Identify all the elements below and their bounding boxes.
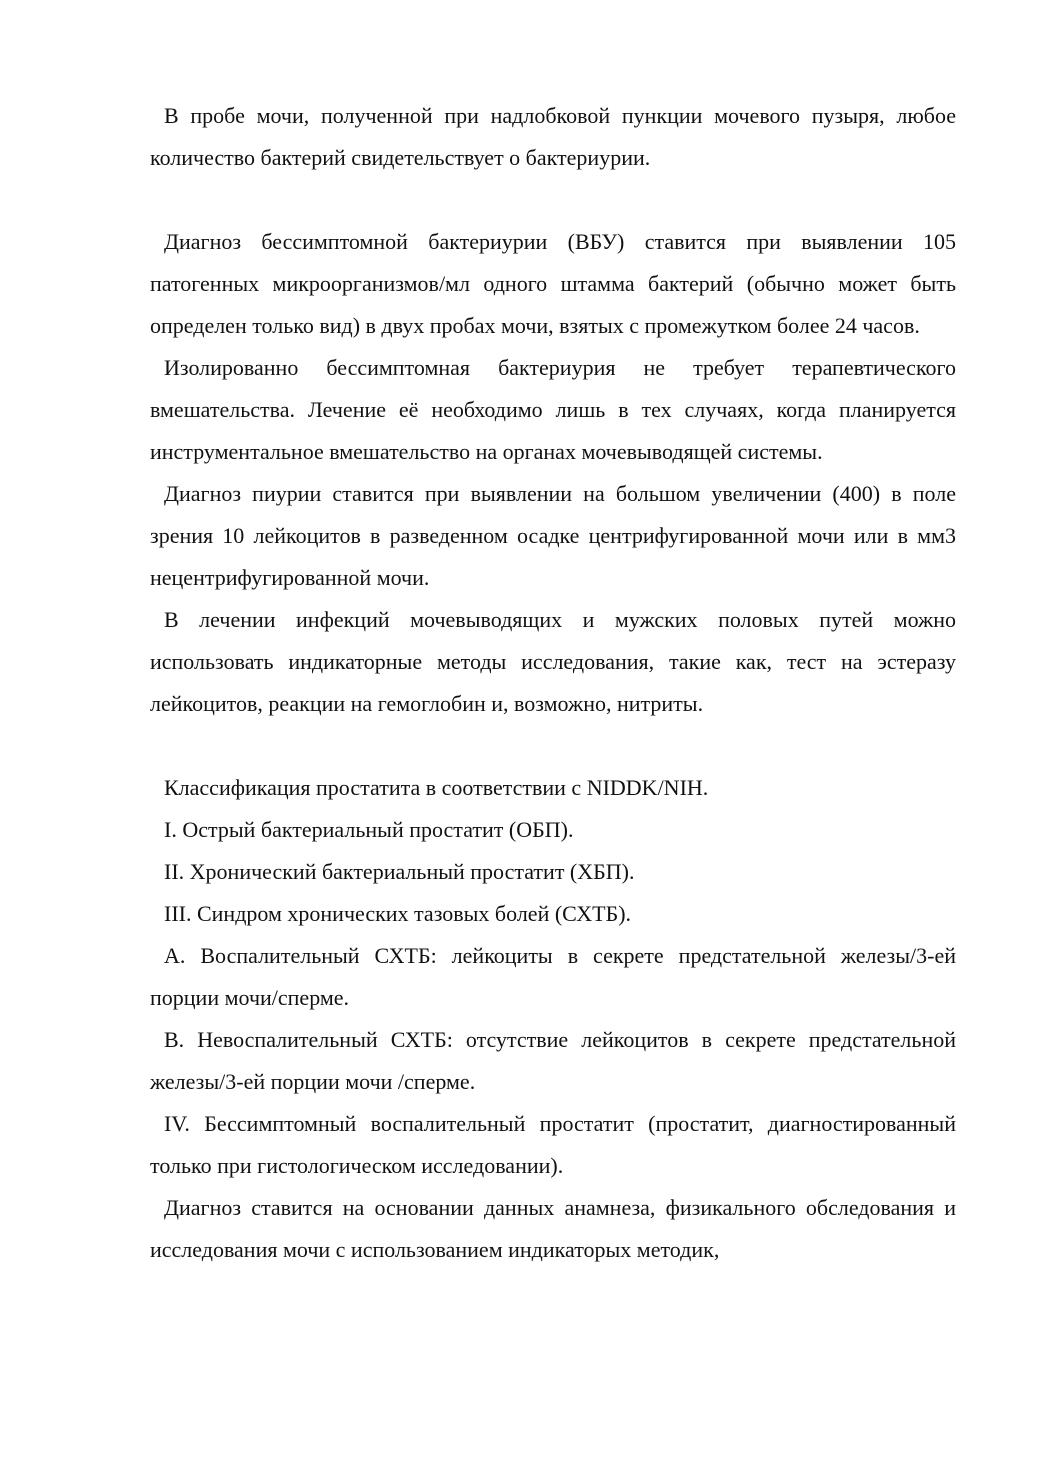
- classification-item-3: III. Синдром хронических тазовых болей (СХТБ).: [164, 901, 632, 926]
- paragraph-suprapubic-puncture: В пробе мочи, полученной при надлобковой пункции мочевого пузыря, любое количество бактерий свидетельствует о бактериурии.: [150, 103, 956, 170]
- paragraph-asymptomatic-bacteriuria-diagnosis: Диагноз бессимптомной бактериурии (ВБУ) ставится при выявлении 105 патогенных микроорганизмов/мл одного штамма бактерий (обычно может быть определен только вид) в двух пробах мочи, взятых с промежутком более 24 часов.: [150, 229, 956, 338]
- classification-item-1: I. Острый бактериальный простатит (ОБП).: [164, 817, 574, 842]
- classification-heading: Классификация простатита в соответствии с NIDDK/NIH.: [164, 775, 709, 800]
- paragraph-pyuria-diagnosis: Диагноз пиурии ставится при выявлении на большом увеличении (400) в поле зрения 10 лейкоцитов в разведенном осадке центрифугированной мочи или в мм3 нецентрифугированной мочи.: [150, 481, 956, 590]
- paragraph-spacer: [150, 179, 956, 221]
- paragraph-spacer: [150, 725, 956, 767]
- paragraph-isolated-bacteriuria-treatment: Изолированно бессимптомная бактериурия не требует терапевтического вмешательства. Лечение её необходимо лишь в тех случаях, когда планируется инструментальное вмешательство на органах мочевыводящей системы.: [150, 355, 956, 464]
- classification-item-4: IV. Бессимптомный воспалительный простатит (простатит, диагностированный только при гистологическом исследовании).: [150, 1111, 956, 1178]
- classification-item-3b: B. Невоспалительный СХТБ: отсутствие лейкоцитов в секрете предстательной железы/3-ей порции мочи /сперме.: [150, 1027, 956, 1094]
- classification-item-2: II. Хронический бактериальный простатит (ХБП).: [164, 859, 635, 884]
- classification-item-3a: A. Воспалительный СХТБ: лейкоциты в секрете предстательной железы/3-ей порции мочи/сперме.: [150, 943, 956, 1010]
- document-page: [150, 95, 956, 1271]
- paragraph-indicator-methods: В лечении инфекций мочевыводящих и мужских половых путей можно использовать индикаторные методы исследования, такие как, тест на эстеразу лейкоцитов, реакции на гемоглобин и, возможно, нитриты.: [150, 607, 956, 716]
- paragraph-diagnosis-basis: Диагноз ставится на основании данных анамнеза, физикального обследования и исследования мочи с использованием индикаторых методик,: [150, 1195, 956, 1262]
